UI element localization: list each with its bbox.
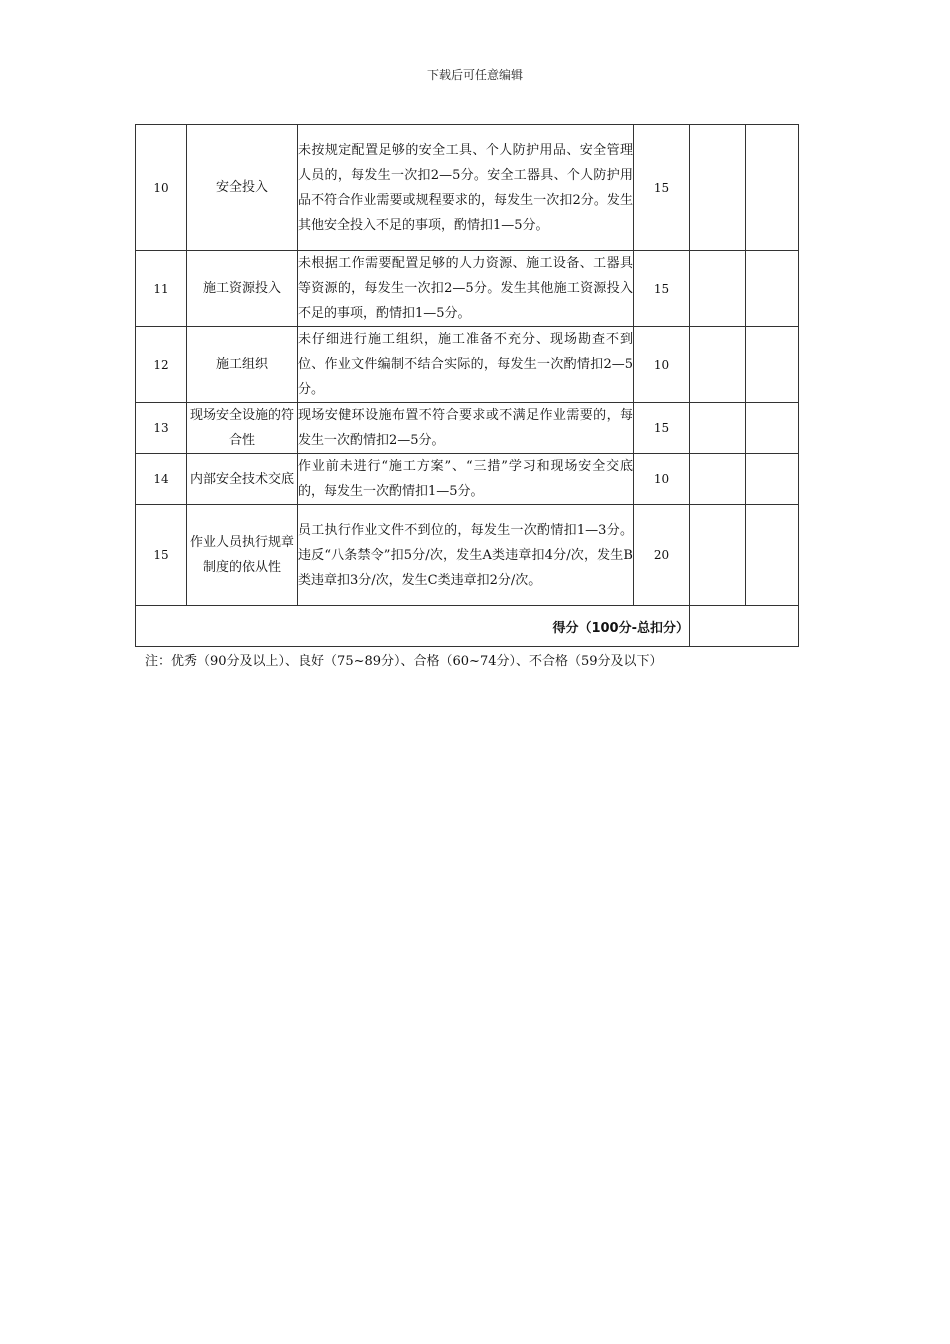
row-score: 10 xyxy=(634,454,690,505)
row-remark-cell xyxy=(746,125,799,251)
row-number: 12 xyxy=(136,327,187,403)
row-item: 作业人员执行规章制度的依从性 xyxy=(187,505,298,606)
row-remark-cell xyxy=(746,505,799,606)
scoring-table xyxy=(135,124,799,647)
row-item: 施工资源投入 xyxy=(187,251,298,327)
row-deduction-cell xyxy=(690,251,746,327)
page-header: 下载后可任意编辑 xyxy=(426,68,523,82)
row-number: 13 xyxy=(136,403,187,454)
row-remark-cell xyxy=(746,403,799,454)
row-remark-cell xyxy=(746,454,799,505)
row-number: 14 xyxy=(136,454,187,505)
row-number: 15 xyxy=(136,505,187,606)
row-standard: 未仔细进行施工组织，施工准备不充分、现场勘查不到位、作业文件编制不结合实际的，每发生一次酌情扣2—5分。 xyxy=(298,327,634,403)
table-row xyxy=(136,454,799,505)
row-number: 11 xyxy=(136,251,187,327)
table-row xyxy=(136,327,799,403)
row-score: 20 xyxy=(634,505,690,606)
row-remark-cell xyxy=(746,327,799,403)
grading-note: 注：优秀（90分及以上）、良好（75~89分）、合格（60~74分）、不合格（59分及以下） xyxy=(145,654,663,669)
row-deduction-cell xyxy=(690,505,746,606)
row-score: 15 xyxy=(634,125,690,251)
table-row xyxy=(136,505,799,606)
total-label: 得分（100分-总扣分） xyxy=(136,606,690,647)
table-row xyxy=(136,125,799,251)
row-standard: 未根据工作需要配置足够的人力资源、施工设备、工器具等资源的，每发生一次扣2—5分。发生其他施工资源投入不足的事项，酌情扣1—5分。 xyxy=(298,251,634,327)
row-standard: 员工执行作业文件不到位的，每发生一次酌情扣1—3分。违反“八条禁令”扣5分/次，发生A类违章扣4分/次，发生B类违章扣3分/次，发生C类违章扣2分/次。 xyxy=(298,505,634,606)
row-standard: 作业前未进行“施工方案”、“三措”学习和现场安全交底的，每发生一次酌情扣1—5分。 xyxy=(298,454,634,505)
row-standard: 未按规定配置足够的安全工具、个人防护用品、安全管理人员的，每发生一次扣2—5分。安全工器具、个人防护用品不符合作业需要或规程要求的，每发生一次扣2分。发生其他安全投入不足的事项，酌情扣1—5分。 xyxy=(298,125,634,251)
row-item: 内部安全技术交底 xyxy=(187,454,298,505)
row-remark-cell xyxy=(746,251,799,327)
row-number: 10 xyxy=(136,125,187,251)
total-row xyxy=(136,606,799,647)
row-item: 安全投入 xyxy=(187,125,298,251)
row-deduction-cell xyxy=(690,327,746,403)
row-deduction-cell xyxy=(690,454,746,505)
total-score-cell xyxy=(690,606,799,647)
row-score: 15 xyxy=(634,251,690,327)
row-standard: 现场安健环设施布置不符合要求或不满足作业需要的，每发生一次酌情扣2—5分。 xyxy=(298,403,634,454)
row-deduction-cell xyxy=(690,403,746,454)
table-row xyxy=(136,251,799,327)
row-item: 现场安全设施的符合性 xyxy=(187,403,298,454)
row-score: 10 xyxy=(634,327,690,403)
row-item: 施工组织 xyxy=(187,327,298,403)
row-deduction-cell xyxy=(690,125,746,251)
table-row xyxy=(136,403,799,454)
row-score: 15 xyxy=(634,403,690,454)
